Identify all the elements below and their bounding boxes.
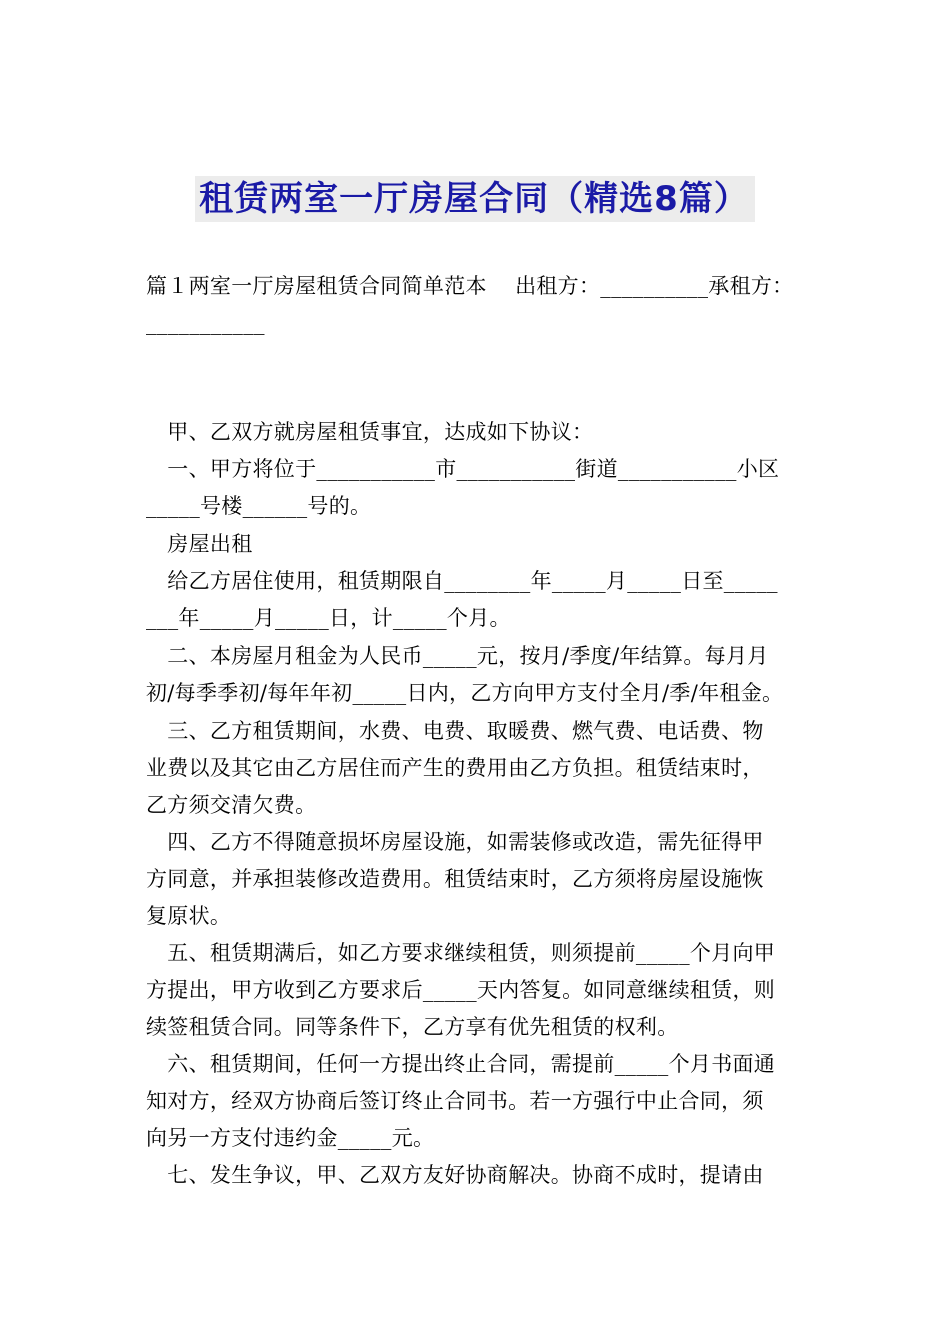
clause-5 bbox=[146, 935, 806, 1046]
intro-line: 篇１两室一厅房屋租赁合同简单范本 出租方：__________承租方： bbox=[146, 274, 794, 298]
paragraph-line: 一、甲方将位于___________市___________街道___________小区 bbox=[146, 457, 780, 481]
paragraph-line: 向另一方支付违约金_____元。 bbox=[146, 1126, 435, 1150]
paragraph-line: 知对方，经双方协商后签订终止合同书。若一方强行中止合同，须 bbox=[146, 1089, 764, 1113]
paragraph-line: 七、发生争议，甲、乙双方友好协商解决。协商不成时，提请由 bbox=[146, 1163, 764, 1187]
paragraph-line: 乙方须交清欠费。 bbox=[146, 793, 317, 817]
clause-6 bbox=[146, 1046, 806, 1157]
intro-line: ___________ bbox=[146, 311, 265, 335]
paragraph-line: 业费以及其它由乙方居住而产生的费用由乙方负担。租赁结束时， bbox=[146, 756, 764, 780]
document-title: 租赁两室一厅房屋合同（精选8篇） bbox=[195, 176, 755, 222]
clause-lease-term bbox=[146, 563, 806, 637]
clause-4 bbox=[146, 824, 806, 935]
clause-2 bbox=[146, 638, 806, 712]
paragraph-line: 五、租赁期满后，如乙方要求继续租赁，则须提前_____个月向甲 bbox=[146, 941, 776, 965]
paragraph-line: 甲、乙双方就房屋租赁事宜，达成如下协议： bbox=[146, 420, 594, 444]
paragraph-line: 初/每季季初/每年年初_____日内，乙方向甲方支付全月/季/年租金。 bbox=[146, 681, 784, 705]
paragraph-line: ___年_____月_____日，计_____个月。 bbox=[146, 606, 511, 630]
clause-house-rent bbox=[146, 526, 806, 563]
paragraph-line: 方提出，甲方收到乙方要求后_____天内答复。如同意继续租赁，则 bbox=[146, 978, 776, 1002]
paragraph-line: 二、本房屋月租金为人民币_____元，按月/季度/年结算。每月月 bbox=[146, 644, 769, 668]
paragraph-line: 方同意，并承担装修改造费用。租赁结束时，乙方须将房屋设施恢 bbox=[146, 867, 764, 891]
paragraph-line: 三、乙方租赁期间，水费、电费、取暖费、燃气费、电话费、物 bbox=[146, 719, 764, 743]
paragraph-line: 续签租赁合同。同等条件下，乙方享有优先租赁的权利。 bbox=[146, 1015, 679, 1039]
clause-7 bbox=[146, 1157, 806, 1194]
paragraph-line: 给乙方居住使用，租赁期限自________年_____月_____日至_____ bbox=[146, 569, 778, 593]
title-area bbox=[0, 176, 950, 222]
paragraph-line: 六、租赁期间，任何一方提出终止合同，需提前_____个月书面通 bbox=[146, 1052, 776, 1076]
clause-3 bbox=[146, 713, 806, 824]
paragraph-line: _____号楼______号的。 bbox=[146, 494, 372, 518]
intro-paragraph bbox=[146, 268, 806, 342]
paragraph-line: 房屋出租 bbox=[146, 532, 253, 556]
clause-preamble bbox=[146, 414, 806, 451]
paragraph-line: 四、乙方不得随意损坏房屋设施，如需装修或改造，需先征得甲 bbox=[146, 830, 764, 854]
clause-1 bbox=[146, 451, 806, 525]
paragraph-line: 复原状。 bbox=[146, 904, 232, 928]
